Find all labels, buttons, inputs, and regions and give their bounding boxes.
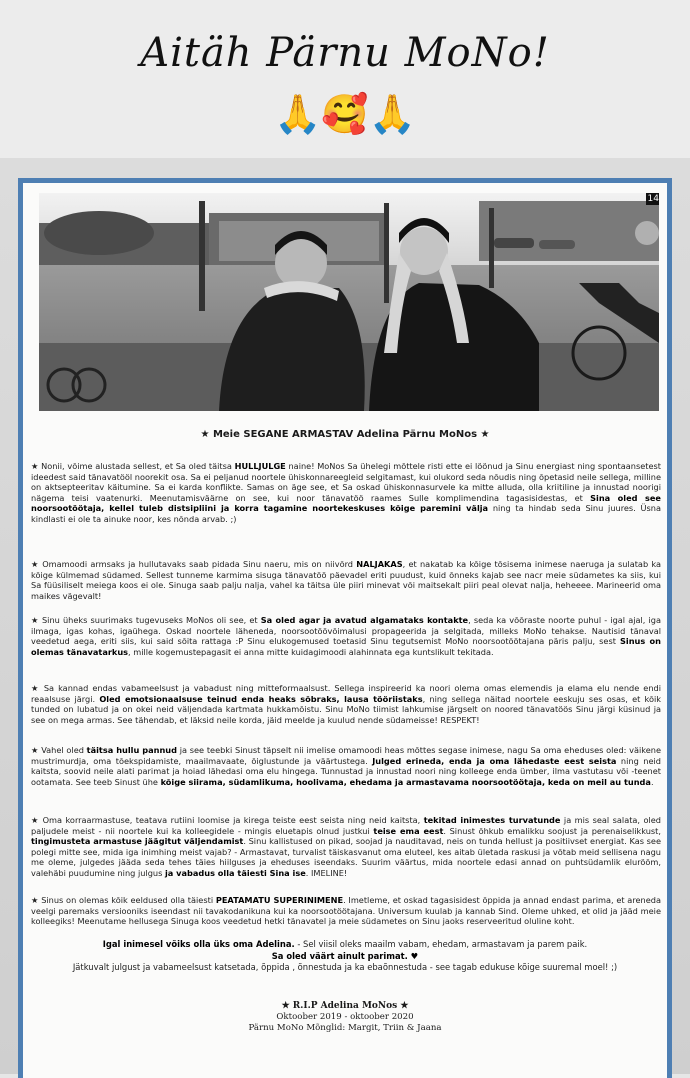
bold-run-3: Julged erineda, enda ja oma lähedaste eest seista (372, 755, 617, 766)
text-run-4: , mille kogemustepagasit ei anna mitte kuidagimoodi alahinnata ega kuntslikult tekitada. (128, 646, 494, 657)
closing-line-1 (23, 939, 667, 951)
story-header (0, 0, 690, 158)
bold-run-1: HULLJULGE (234, 461, 286, 471)
text-run-4: ning ta hindab seda Sinu juures. Üsna kindlasti ei ole ta ainuke noor, kes nõnda arvab. ;) (31, 503, 661, 524)
bold-run-3: Sinus on olemas tänavatarkus (31, 636, 661, 657)
text-run-0: ★ Sinu üheks suurimaks tugevuseks MoNos oli see, et (31, 615, 261, 625)
rip-dates: Oktoober 2019 - oktoober 2020 (276, 1012, 414, 1022)
text-run-8: . IMELINE! (305, 867, 348, 878)
paragraph-1 (31, 461, 661, 525)
bold-run-5: kõige siirama, südamlikuma, hoolivama, ehedama ja armastavama noorsootöötaja, keda on meil au tunda (160, 776, 651, 787)
bold-run-7: ja vabadus olla täiesti Sina ise (164, 867, 306, 878)
text-run-0: ★ Omamoodi armsaks ja hullutavaks saab pidada Sinu naeru, mis on niivõrd (31, 559, 357, 569)
text-run-2: , ning sellega näitad noortele eeskuju ses osas, et kõik tunded on lubatud ja on okei neid väljendada kartmata hukkamõistu. Sinu MoNo tiimist lahkumise järgselt on noored tänavatöös Sinu järgi küsinud ja see on mega armas. See tähendab, et läksid neile korda, jäid meelde ja kuulud nende südameisse! RESPEKT! (31, 693, 662, 725)
paragraph-3 (31, 615, 661, 657)
closing-line-2-text: Sa oled väärt ainult parimat. ♥ (271, 950, 419, 961)
bold-run-1: PEATAMATU SUPERINIMENE (215, 895, 344, 905)
bold-run-1: täitsa hullu pannud (86, 745, 177, 755)
paragraph-2 (31, 559, 661, 601)
paragraph-5 (31, 745, 661, 787)
text-run-2: naine! MoNos Sa ühelegi mõttele risti ette ei löönud ja Sinu energiast ning spontaansetest ideedest said tänavatööl noorekit osa. Sa ei peljanud noortele ühiskonnareegleid selgitamast, kui olukord seda nõudis ning õpetasid neile sellega, milline on aktsepteeritav käitumine. Sa ei karda konflikte. Samas on äge see, et Sa oskad ühiskonnasurvele ka mitte alluda, olla kriitiline ja innustad noorigi nägema teisi vaatenurki. Meenutamisväärne on see, kui noor tänavatöö raames Sulle komplimendina tagasisidestas, et (31, 461, 662, 503)
header-title: Aitäh Pärnu MoNo! (140, 30, 550, 76)
document-frame (18, 178, 672, 1078)
closing-line-1-bold: Igal inimesel võiks olla üks oma Adelina. (102, 939, 295, 949)
closing-line-3: Jätkuvalt julgust ja vabameelsust katsetada, õppida , õnnestuda ja ka ebaõnnestuda - see tagab edukuse kõige suuremal moel! ;) (72, 962, 618, 972)
text-run-2: . Imetleme, et oskad tagasisidest õppida ja annad endast parima, et areneda veelgi paremaks versiooniks iseendast nii tavakodanikuna kui ka noorsootöötajana. Universum kuulab ja kannab Sind. Oleme uhked, et olid ja jääd meie kolleegiks! Meenutame hellusega Sinuga koos veedetud hetki tänavatel ja meie südametes on Sinu jaoks reserveeritud oluline koht. (31, 895, 661, 927)
text-run-0: ★ Nonii, võime alustada sellest, et Sa oled täitsa (31, 461, 235, 471)
bold-run-3: Sina oled see noorsootöötaja, kellel tuleb distsipliini ja korra tagamine noortekeskuses kõige paremini välja (31, 492, 661, 514)
text-run-0: ★ Sa kannad endas vabameelsust ja vabadust ning mitteformaalsust. Sellega inspireerid ka noori olema omas elemendis ja elama elu nende endi reaalsuse järgi. (31, 683, 661, 704)
text-run-2: , seda ka võõraste noorte puhul - igal ajal, iga ilmaga, igas kohas, igaühega. Oskad noortele läheneda, noorsootöövõimalusi propageerida ja selgitada, milleks MoNo tehakse. Nautisid tänaval veedetud aega, eriti siis, kui said sõita rattaga :P Sinu elukogemused toetasid Sinu tegutsemist MoNo noorsootöötajana päris palju, sest (31, 615, 661, 647)
text-run-6: . Sinu kallistused on pikad, soojad ja nauditavad, neis on tunda hellust ja positiivset energiat. Kas see polegi mitte see, mida iga inimhing meist vajab? - Armastavat, turvalist täiskasvanut oma eluteel, kes aitab ületada raskusi ja võtab meid sellisena nagu me oleme, julgedes jääda seda tehes täies hiilguses ja eheduses iseendaks. Suurim väärtus, mida noortele edasi annad on puhtsüdamlik eluröõm, valehäbi puudumine ning julgus (31, 836, 662, 878)
bold-run-1: NALJAKAS (356, 559, 403, 569)
bold-run-5: tingimusteta armastuse jäägitut väljendamist (31, 836, 244, 847)
text-run-2: ja mis seal salata, oled paljudele meist - nii noortele kui ka kolleegidele - mingis eluetapis olnud justkui (31, 815, 661, 836)
paragraph-6 (31, 815, 661, 879)
text-run-2: ja see teebki Sinust täpselt nii imelise omamoodi heas mõttes segase inimese, nagu Sa oma eheduses oled: väikene mustrimurdja, oma tõekspidamiste, maailmavaate, õiglustunde ja väärtustega. (31, 745, 661, 766)
signature: Pärnu MoNo Mõnglid: Margit, Triin & Jaana (248, 1023, 442, 1033)
rip-title: ★ R.I.P Adelina MoNos ★ (281, 1001, 409, 1011)
bold-run-1: tekitad inimestes turvatunde (423, 815, 561, 825)
closing-lines (23, 939, 667, 974)
closing-line-1-rest: - Sel viisil oleks maailm vabam, ehedam, armastavam ja parem paik. (294, 939, 588, 949)
text-run-4: . Sinust õhkub emalikku soojust ja perenaiselikkust, (443, 825, 661, 836)
text-run-4: ning neid kaitsta, soovid neile alati parimat ja hoiad lähedasi oma elu hingega. Tunnustad ja innustad noori ning kolleege enda ümber, ilma vastutasu või -teenet ootamata. See teeb Sinust ühe (31, 755, 661, 787)
paragraph-4 (31, 683, 661, 725)
text-run-0: ★ Sinus on olemas kõik eeldused olla täiesti (31, 895, 216, 905)
paragraph-7 (31, 895, 661, 927)
text-run-0: ★ Oma korraarmastuse, teatava rutiini loomise ja kirega teiste eest seista ning neid kaitsta, (31, 815, 424, 825)
team-photo (39, 193, 659, 411)
bold-run-3: teise ema eest (373, 825, 444, 836)
page-number: 14 (647, 194, 659, 204)
memorial-block (23, 1001, 667, 1034)
photographed-document (0, 158, 690, 1074)
closing-line-2 (23, 951, 667, 963)
document-heading: ★ Meie SEGANE ARMASTAV Adelina Pärnu MoNos ★ (200, 429, 490, 440)
bold-run-1: Oled emotsionaalsuse teinud enda heaks sõbraks, lausa tööriistaks (99, 693, 423, 704)
text-run-2: , et nakatab ka kõige tõsisema inimese naeruga ja sulatab ka kõige külmemad südamed. Sellest tunneme karmima sisuga tänavatöö päevadel eriti puudust, kuid õnneks kajab see nacr meie südametes ka siis, kui Sa füüsiliselt meiega koos ei ole. Sinuga saab palju nalja, vahel ka täitsa üle piiri minevat või maitsekalt piiri peal olevat nalja, heheeee. Marineerid oma maikes vägevalt! (31, 559, 661, 601)
emoji-row: 🙏🥰🙏 (274, 92, 416, 136)
bold-run-1: Sa oled agar ja avatud algamataks kontakte (260, 615, 469, 625)
text-run-6: . (650, 776, 654, 787)
text-run-0: ★ Vahel oled (31, 745, 87, 755)
